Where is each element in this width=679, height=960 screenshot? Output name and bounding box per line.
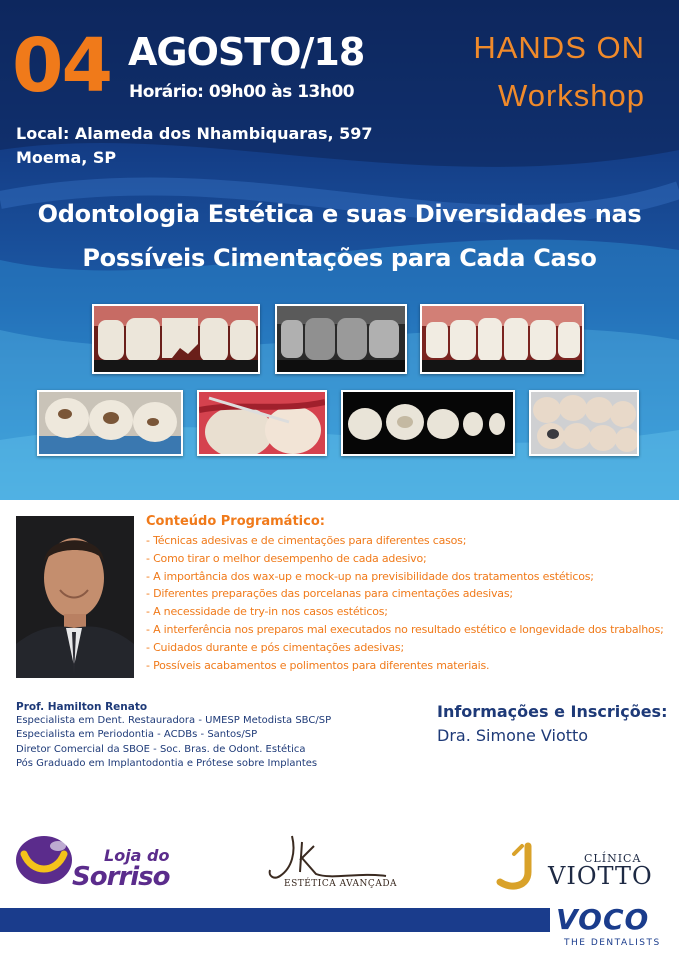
clinica-viotto-text-main: VIOTTO <box>548 862 653 890</box>
jk-estetica-subtitle: ESTÉTICA AVANÇADA <box>284 879 398 889</box>
event-month: AGOSTO/18 <box>128 30 365 74</box>
dental-photo-fractured-teeth <box>92 304 260 374</box>
speaker-credential: Pós Graduado em Implantodontia e Prótese sobre Implantes <box>16 758 318 770</box>
program-item: - Como tirar o melhor desempenho de cada adesivo; <box>146 551 427 565</box>
speaker-credential: Especialista em Periodontia - ACDBs - Santos/SP <box>16 729 258 741</box>
event-location-street: Local: Alameda dos Nhambiquaras, 597 <box>16 124 373 143</box>
program-item: - Cuidados durante e pós cimentações adesivas; <box>146 640 404 654</box>
speaker-name: Prof. Hamilton Renato <box>16 701 148 713</box>
speaker-info <box>16 700 331 772</box>
program-title: Conteúdo Programático: <box>146 514 325 529</box>
program-item: - Possíveis acabamentos e polimentos para diferentes materiais. <box>146 658 490 672</box>
program-item: - A importância dos wax-up e mock-up na previsibilidade dos tratamentos estéticos; <box>146 569 594 583</box>
program-item: - Técnicas adesivas e de cimentações para diferentes casos; <box>146 534 467 547</box>
speaker-portrait <box>16 516 134 678</box>
dental-photo-gum-procedure <box>197 390 327 456</box>
voco-tagline: THE DENTALISTS <box>564 938 661 948</box>
event-location-city: Moema, SP <box>16 148 117 167</box>
dental-photo-model-arch <box>529 390 639 456</box>
program-item: - A interferência nos preparos mal executados no resultado estético e longevidade dos trabalhos; <box>146 622 664 636</box>
voco-logo: VOCO <box>556 903 650 936</box>
event-time: Horário: 09h00 às 13h00 <box>129 82 355 102</box>
program-list <box>146 532 664 674</box>
workshop-label-line2: Workshop <box>498 78 645 113</box>
event-day: 04 <box>12 23 111 109</box>
registration-contact: Dra. Simone Viotto <box>437 726 589 745</box>
program-item: - Diferentes preparações das porcelanas para cimentações adesivas; <box>146 587 513 601</box>
dental-photo-ceramic-pieces <box>341 390 515 456</box>
speaker-credential: Diretor Comercial da SBOE - Soc. Bras. de Odont. Estética <box>16 743 306 755</box>
loja-do-sorriso-text-main: Sorriso <box>72 862 170 892</box>
clinica-viotto-text-top: CLÍNICA <box>584 852 642 865</box>
clinica-viotto-mark <box>494 842 544 892</box>
registration-title: Informações e Inscrições: <box>437 702 668 721</box>
dental-photo-prepared-teeth <box>275 304 407 374</box>
dental-photo-restored-smile <box>420 304 584 374</box>
course-title-line1: Odontologia Estética e suas Diversidades nas <box>37 200 642 228</box>
course-title-line2: Possíveis Cimentações para Cada Caso <box>82 244 597 272</box>
dental-photo-molars <box>37 390 183 456</box>
loja-do-sorriso-text-top: Loja do <box>104 846 170 865</box>
program-item: - A necessidade de try-in nos casos estéticos; <box>146 605 388 619</box>
speaker-credential: Especialista em Dent. Restauradora - UMESP Metodista SBC/SP <box>16 715 332 726</box>
workshop-label-line1: HANDS ON <box>473 30 645 65</box>
